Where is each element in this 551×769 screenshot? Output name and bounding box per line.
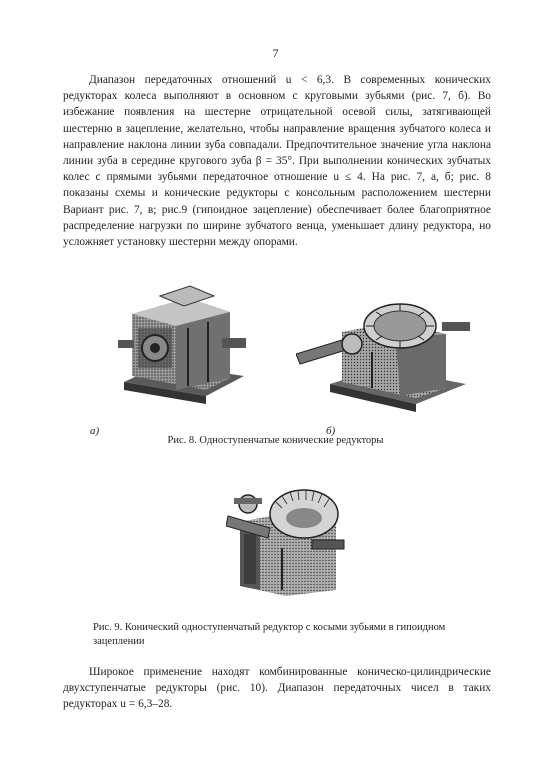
figure-8a-label: а): [90, 425, 100, 437]
figure-9-caption: Рис. 9. Конический одноступенчатый редуктор с косыми зубьями в гипоидном зацеплении: [93, 622, 446, 647]
figure-8b-label: б): [326, 425, 336, 437]
paragraph-reducer-gear-ratios: Диапазон передаточных отношений u < 6,3. В современных конических редукторах колеса выполняют в основном с круговыми зубьями (рис. 7, б). Во избежание появления на шестерне отрицательной осевой силы, затягивающей шестерню в зацепление, желательно, чтобы направление вращения зубчатого колеса и направление наклона линии зуба совпадали. Предпочтительное значение угла наклона линии зуба в середине кругового зуба β = 35°. При выполнении конических зубчатых колес с прямыми зубьями передаточное отношение u ≤ 4. На рис. 7, а, б; рис. 8 показаны схемы и конические редукторы с консольным расположением шестерни Вариант рис. 7, в; рис.9 (гипоидное зацепление) обеспечивает более благоприятное распределение нагрузки по ширине зубчатого венца, уменьшает длину редуктора, но усложняет установку шестерни между опорами.: [63, 74, 491, 249]
paragraph-bevel-cylindrical-reducers: Широкое применение находят комбинированные коническо-цилиндрические двухступенчатые редукторы (рис. 10). Диапазон передаточных чисел в таких редукторах u = 6,3–28.: [63, 666, 491, 711]
figure-9-image: [226, 478, 346, 598]
figure-8b-image: [296, 292, 472, 414]
page-number: 7: [272, 46, 279, 60]
figure-8-caption: Рис. 8. Одноступенчатые конические редукторы: [167, 435, 384, 446]
figure-8a-image: [118, 278, 250, 408]
